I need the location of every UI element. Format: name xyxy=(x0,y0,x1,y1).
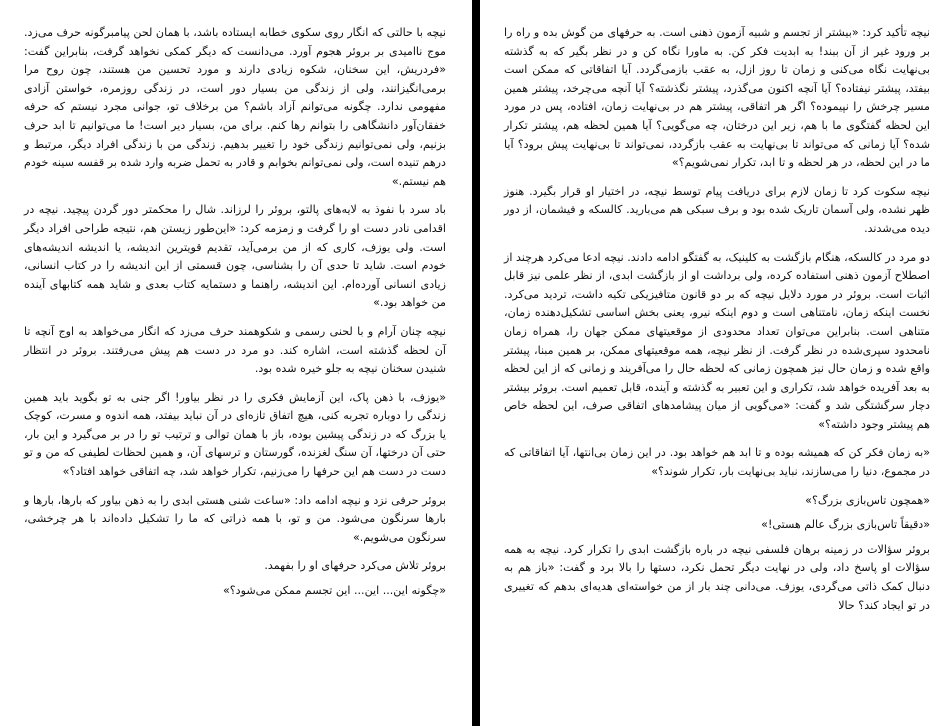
paragraph: نیچه تأکید کرد: «بیشتر از تجسم و شبیه آزمون ذهنی است. به حرفهای من گوش بده و راه را بر ورود غیر از آن ببند! به ابدیت فکر کن. به ماورا نگاه کن و در نظر بگیر که به گذشته بی‌نهایت نگاه می‌کنی و زمان تا روز ازل، به عقب بازمی‌گردد. آیا اتفاقاتی که ممکن است بیفتد، پیشتر نیفتاده؟ آیا آنچه اکنون می‌گذرد، پیشتر نگذشته؟ آیا آنچه می‌چرخد، پیشتر همین مسیر چرخش را نپیموده؟ اگر هر اتفاقی، پیشتر هم در بی‌نهایت زمان، افتاده، پس در مورد این لحظه گفتگوی ما با هم، زیر این درختان، چه می‌گویی؟ آیا همین لحظه هم، پیشتر تکرار شده؟ آیا زمانی که می‌تواند تا بی‌نهایت به عقب بازگردد، نمی‌تواند تا بی‌نهایت پیش برود؟ آیا ما در این لحظه، در هر لحظه و تا ابد، تکرار نمی‌شویم؟» xyxy=(504,26,930,170)
paragraph: دو مرد در کالسکه، هنگام بازگشت به کلینیک، به گفتگو ادامه دادند. نیچه ادعا می‌کرد هرچند از اصطلاح آزمون ذهنی استفاده کرده، ولی برداشت او از بازگشت ابدی، از نظر علمی نیز قابل اثبات است. بروئر در مورد دلایل نیچه که بر دو قانون متافیزیکی تکیه داشت، تردید می‌کرد. نخست اینکه زمان، نامتناهی است و دوم اینکه نیرو، یعنی بخش اساسی تشکیل‌دهنده زمان، متناهی است. بنابراین می‌توان تعداد محدودی از موقعیتهای ممکن جهان را، همراه زمان نامحدود سپری‌شده در نظر گرفت. از نظر نیچه، همه موقعیتهای ممکن، بر همین مبنا، پیشتر واقع شده و زمان حال نیز همچون زمانی که لحظه حال را می‌آفریند و زمانی که از این لحظه به بعد آفریده خواهد شد، تکراری و این تعبیر به گذشته و آینده، قابل تعمیم است. بروئر بیشتر دچار سرگشتگی شد و گفت: «می‌گویی از میان پیشامدهای اتفاقی صرف، این لحظه خاص هم پیشتر وجود داشته؟» xyxy=(504,250,930,431)
paragraph: نیچه سکوت کرد تا زمان لازم برای دریافت پیام توسط نیچه، در اختیار او قرار بگیرد. هنوز ظهر نشده، ولی آسمان تاریک شده بود و برف سبکی هم می‌بارید. کالسکه و فیشمان، از دور دیده می‌شدند. xyxy=(504,184,930,235)
paragraph: «یوزف، با ذهن پاک، این آزمایش فکری را در نظر بیاور! اگر جنی به تو بگوید باید همین زندگی را دوباره تجربه کنی، هیچ اتفاق تازه‌ای در آن نباید بیفتد، همه اندوه و مسرت، کوچک یا بزرگ که در زندگی پیشین بوده، باز با همان توالی و ترتیب تو را در بر می‌گیرد و این بار، حتی آن درختها، آن سنگ لغزنده، گورستان و ترسهای آن، و همین لحظات لطیفی که من و تو دست در دست هم این حرفها را می‌زنیم، تکرار خواهد شد، چه اتفاقی خواهد افتاد؟» xyxy=(24,390,446,479)
left-page xyxy=(0,0,472,726)
paragraph: باد سرد با نفوذ به لایه‌های پالتو، بروئر را لرزاند. شال را محکمتر دور گردن پیچید. نیچه در اقدامی نادر دست او را گرفت و زمزمه کرد: «این‌طور زیستن هم، نتیجه طراحی افراد دیگر است. ولی یوزف، کاری که از من برمی‌آید، تقدیم قویترین اندیشه، یا اندیشه اندیشه‌های خودم است. شاید تا حدی آن را بشناسی، چون قسمتی از این اندیشه را در کتاب انسانی، زیادی انسانی آورده‌ام. این اندیشه، راهنما و دستمایه کتاب بعدی و شاید همه کتابهای آینده من خواهد بود.» xyxy=(24,203,446,310)
right-page xyxy=(480,0,952,726)
paragraph: بروئر تلاش می‌کرد حرفهای او را بفهمد. xyxy=(264,559,446,573)
paragraph: «به زمان فکر کن که همیشه بوده و تا ابد هم خواهد بود. در این زمان بی‌انتها، آیا اتفاقاتی که در مجموع، دنیا را می‌سازند، نباید بی‌نهایت بار، تکرار شوند؟» xyxy=(504,446,930,479)
paragraph: بروئر حرفی نزد و نیچه ادامه داد: «ساعت شنی هستی ابدی را به ذهن بیاور که بارها، بارها و بارها سرنگون می‌شود. من و تو، با همه ذراتی که ما را تشکیل داده‌اند با هر چرخشی، سرنگون می‌شویم.» xyxy=(24,493,446,544)
paragraph: نیچه با حالتی که انگار روی سکوی خطابه ایستاده باشد، با همان لحن پیامبرگونه حرف می‌زد. موج ناامیدی بر بروئر هجوم آورد. می‌دانست که دیگر کمکی نخواهد گرفت، بنابراین گفت: «فردریش، این سخنان، شکوه زیادی دارند و مورد تحسین من هستند، چون روح مرا برمی‌انگیزانند، ولی از زندگی من بسیار دور است، در زندگی روزمره، خواستن آزادی مفهومی ندارد. چگونه می‌توانم آزاد باشم؟ من برخلاف تو، جوانی مجرد نیستم که حرفه خفقان‌آور دانشگاهی را بتوانم رها کنم. برای من، بسیار دیر است! ما می‌توانیم تا ابد حرف بزنیم، ولی نمی‌توانیم زندگی خود را تغییر بدهیم. زندگی من با زندگی افراد دیگر، مرتبط و درهم تنیده است، ولی نمی‌توانم بخوابم و قادر به تحمل ضربه وارد شده بر قفسه سینه خودم هم نیستم.» xyxy=(24,26,446,188)
paragraph: «همچون تاس‌بازی بزرگ؟» xyxy=(805,493,930,507)
paragraph: بروئر سؤالات در زمینه برهان فلسفی نیچه در باره بازگشت ابدی را تکرار کرد. نیچه به همه سؤالات او پاسخ داد، ولی در نهایت دیگر تحمل نکرد، دستها را بالا برد و گفت: «باز هم به دنبال کمک ذاتی می‌گردی، یوزف. می‌دانی چند بار از من خواسته‌ای هدیه‌ای بدهم که تغییری در تو ایجاد کند؟ حالا xyxy=(504,542,930,612)
paragraph: «چگونه این... این... این تجسم ممکن می‌شود؟» xyxy=(223,584,446,598)
paragraph: «دقیقاً تاس‌بازی بزرگ عالم هستی!» xyxy=(761,518,930,532)
paragraph: نیچه چنان آرام و با لحنی رسمی و شکوهمند حرف می‌زد که انگار می‌خواهد به اوج آنچه تا آن لحظه گذشته است، اشاره کند. دو مرد در دست هم پیش می‌رفتند. بروئر در انتظار شنیدن سخنان نیچه به جلو خیره شده بود. xyxy=(24,324,446,376)
